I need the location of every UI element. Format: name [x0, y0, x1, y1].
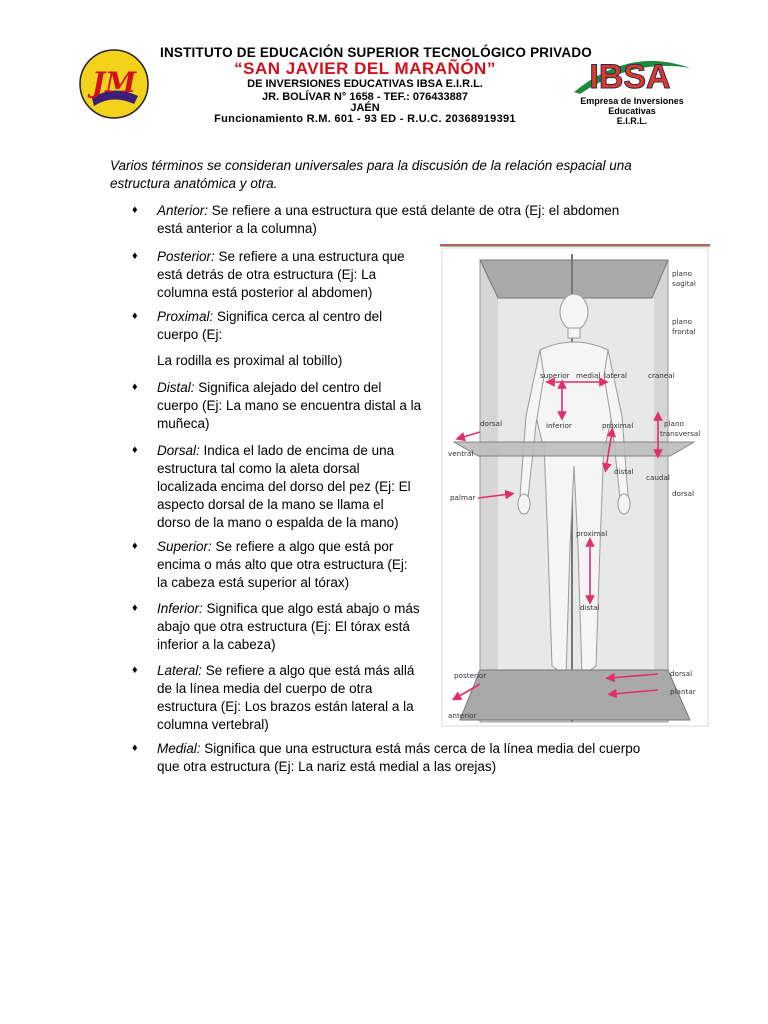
term-definition: Significa que una estructura está más cerca de la línea media del cuerpo [204, 741, 641, 756]
term-name: Superior: [157, 539, 212, 554]
term-definition: aspecto dorsal de la mano se llama el [157, 497, 384, 512]
term-line [157, 514, 399, 532]
term-definition: cuerpo (Ej: [157, 327, 223, 342]
term-definition: columna vertebral) [157, 717, 269, 732]
term-line [157, 716, 269, 734]
label-posterior: posterior [454, 671, 487, 680]
term-line [157, 496, 384, 514]
term-line [157, 758, 496, 776]
term-name: Anterior: [157, 203, 209, 218]
term-definition: Se refiere a algo que está por [215, 539, 394, 554]
term-line [157, 618, 410, 636]
ibsa-subtitle-line: Empresa de Inversiones [580, 96, 684, 106]
ibsa-subtitle [566, 96, 698, 126]
term-name: Posterior: [157, 249, 215, 264]
label-plano-sagital: sagital [672, 279, 696, 288]
label-plano-transversal: transversal [660, 429, 701, 438]
bullet-icon: ♦ [132, 204, 138, 216]
term-definition: Se refiere a una estructura que está delante de otra (Ej: el abdomen [211, 203, 620, 218]
term-name: Inferior: [157, 601, 203, 616]
term-definition: Indica el lado de encima de una [203, 443, 395, 458]
term-definition: que otra estructura (Ej: La nariz está medial a las orejas) [157, 759, 497, 774]
term-definition: Significa cerca al centro del [217, 309, 383, 324]
bullet-icon: ♦ [132, 444, 138, 456]
label-inferior: inferior [546, 421, 572, 430]
label-dorsal-foot: dorsal [670, 669, 693, 678]
term-line [157, 600, 420, 618]
label-superior: superior [540, 371, 570, 380]
anatomy-diagram [440, 246, 710, 728]
term-line [157, 220, 317, 238]
company-line: DE INVERSIONES EDUCATIVAS IBSA E.I.R.L. [247, 78, 483, 90]
term-line [157, 556, 408, 574]
term-definition: muñeca) [157, 416, 210, 431]
intro-line: Varios términos se consideran universales para la discusión de la relación espacial una [110, 158, 632, 173]
term-definition: columna está posterior al abdomen) [157, 285, 373, 300]
intro-line: estructura anatómica y otra. [110, 176, 278, 191]
term-line [157, 326, 222, 344]
term-line [157, 698, 414, 716]
term-line [157, 397, 421, 415]
label-proximal-leg: proximal [576, 529, 608, 538]
term-line [157, 248, 405, 266]
term-definition: cuerpo (Ej: La mano se encuentra distal a la [157, 398, 422, 413]
term-line [157, 662, 414, 680]
term-line [157, 202, 619, 220]
term-line [157, 636, 276, 654]
term-line [157, 574, 349, 592]
label-caudal: caudal [646, 473, 670, 482]
term-definition: de la línea media del cuerpo de otra [157, 681, 373, 696]
term-line [157, 442, 394, 460]
label-plano-frontal: frontal [672, 327, 696, 336]
bottom-plane [460, 669, 693, 720]
term-example: La rodilla es proximal al tobillo) [157, 353, 343, 368]
term-name: Dorsal: [157, 443, 200, 458]
ibsa-wordmark: IBSA [589, 58, 671, 96]
bullet-icon: ♦ [132, 742, 138, 754]
address-line: JR. BOLÍVAR N° 1658 - TEF.: 076433887 [262, 91, 468, 103]
term-definition: Se refiere a algo que está más allá [205, 663, 415, 678]
term-definition: Significa alejado del centro del [198, 380, 382, 395]
label-craneal: craneal [648, 371, 675, 380]
term-name: Medial: [157, 741, 201, 756]
label-lateral: lateral [604, 371, 627, 380]
city-line: JAÉN [350, 102, 380, 114]
label-plano-frontal: plano [672, 317, 692, 326]
term-definition: está detrás de otra estructura (Ej: La [157, 267, 377, 282]
term-definition: inferior a la cabeza) [157, 637, 276, 652]
bullet-icon: ♦ [132, 381, 138, 393]
label-palmar: palmar [450, 493, 476, 502]
label-plantar: plantar [670, 687, 696, 696]
term-definition: estructura (Ej: Los brazos están lateral a la [157, 699, 414, 714]
label-anterior: anterior [448, 711, 477, 720]
top-plane [480, 260, 668, 298]
institute-title: “SAN JAVIER DEL MARAÑÓN” [234, 59, 496, 78]
label-dorsal: dorsal [480, 419, 503, 428]
term-definition: está anterior a la columna) [157, 221, 317, 236]
term-name: Proximal: [157, 309, 214, 324]
term-line [157, 460, 360, 478]
term-definition: la cabeza está superior al tórax) [157, 575, 350, 590]
institute-name: INSTITUTO DE EDUCACIÓN SUPERIOR TECNOLÓGICO PRIVADO [160, 45, 592, 60]
label-proximal: proximal [602, 421, 634, 430]
term-line [157, 478, 411, 496]
term-line [157, 538, 393, 556]
term-definition: Significa que algo está abajo o más [206, 601, 420, 616]
term-name: Distal: [157, 380, 195, 395]
ibsa-subtitle-line: Educativas [608, 106, 656, 116]
ibsa-logo [570, 52, 694, 96]
term-definition: abajo que otra estructura (Ej: El tórax está [157, 619, 410, 634]
label-plano-transversal: plano [664, 419, 684, 428]
term-definition: estructura tal como la aleta dorsal [157, 461, 360, 476]
term-line [157, 284, 372, 302]
term-definition: encima o más alto que otra estructura (Ej: [157, 557, 408, 572]
label-distal: distal [614, 467, 634, 476]
term-definition: dorso de la mano o espalda de la mano) [157, 515, 399, 530]
label-ventral: ventral [448, 449, 474, 458]
term-line [157, 266, 376, 284]
term-name: Lateral: [157, 663, 203, 678]
bullet-icon: ♦ [132, 664, 138, 676]
label-dorsal-hand: dorsal [672, 489, 695, 498]
term-line [157, 680, 372, 698]
bullet-icon: ♦ [132, 310, 138, 322]
term-definition: localizada encima del dorso del pez (Ej: El [157, 479, 411, 494]
label-medial: medial [576, 371, 601, 380]
bullet-icon: ♦ [132, 250, 138, 262]
bullet-icon: ♦ [132, 540, 138, 552]
term-line [157, 308, 382, 326]
logo-monogram: JM [91, 66, 137, 99]
institute-logo [78, 48, 150, 120]
anatomical-planes-figure [440, 244, 710, 728]
registration-line: Funcionamiento R.M. 601 - 93 ED - R.U.C. 20368919391 [214, 113, 516, 125]
label-distal-leg: distal [580, 603, 600, 612]
ibsa-subtitle-line: E.I.R.L. [616, 116, 648, 126]
bullet-icon: ♦ [132, 602, 138, 614]
term-line [157, 415, 210, 433]
term-definition: Se refiere a una estructura que [218, 249, 405, 264]
term-line [157, 740, 640, 758]
term-line [157, 379, 381, 397]
label-plano-sagital: plano [672, 269, 692, 278]
